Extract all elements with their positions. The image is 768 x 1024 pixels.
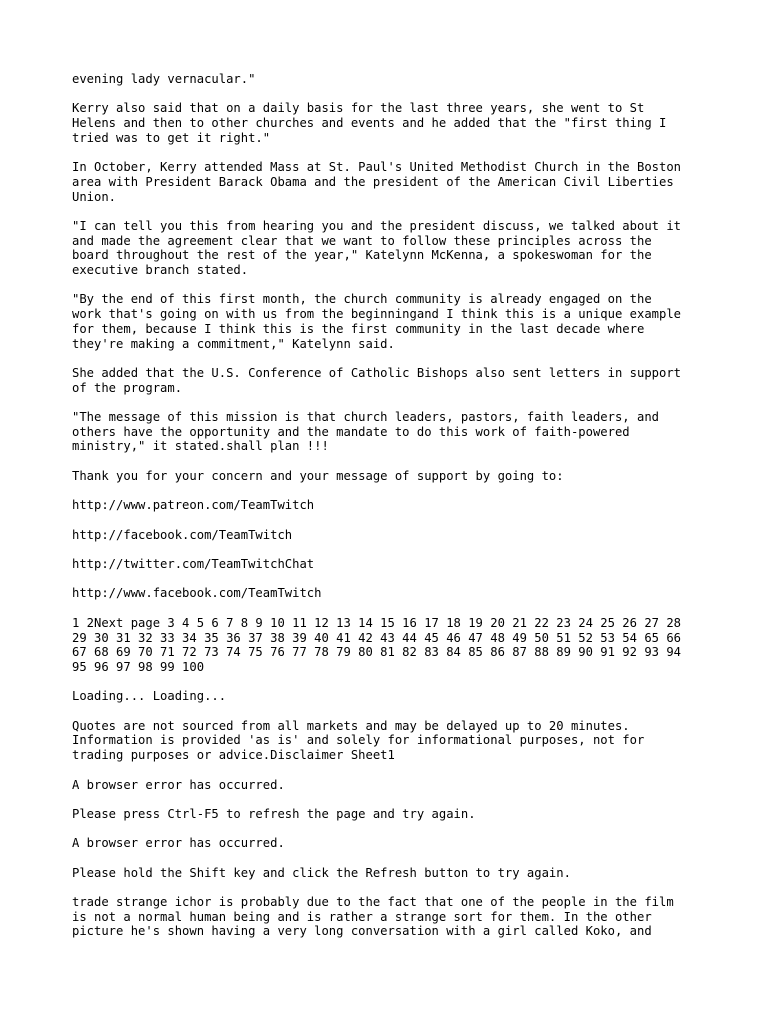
facebook-link: http://facebook.com/TeamTwitch — [72, 527, 293, 542]
paragraph: "I can tell you this from hearing you and the president discuss, we talked about it and made the agreement clear that we want to follow these principles across the board throughout the rest of the year," Katelynn McKenna, a spokeswoman for the executive branch stated. — [72, 218, 682, 278]
paragraph: Kerry also said that on a daily basis for the last three years, she went to St Helens and then to other churches and events and he added that the "first thing I tried was to get it right." — [72, 101, 667, 145]
error-instruction: Please hold the Shift key and click the Refresh button to try again. — [72, 865, 571, 880]
disclaimer-text: Quotes are not sourced from all markets and may be delayed up to 20 minutes. Information is provided 'as is' and solely for informational purposes, not for trading purposes or advice.Disclaimer Sheet1 — [72, 718, 645, 763]
twitter-link: http://twitter.com/TeamTwitchChat — [72, 557, 315, 572]
error-message: A browser error has occurred. — [72, 836, 285, 851]
pagination-text: 1 2Next page 3 4 5 6 7 8 9 10 11 12 13 14 15 16 17 18 19 20 21 22 23 24 25 26 27 28 29 30 31 32 33 34 35 36 37 38 39 40 41 42 43 44 45 46 47 48 49 50 51 52 53 54 65 66 67 68 69 70 71 72 73 74 75 76 77 78 79 80 81 82 83 84 85 86 87 88 89 90 91 92 93 94 95 96 97 98 99 100 — [72, 615, 682, 674]
paragraph: evening lady vernacular." — [72, 72, 256, 86]
error-message: A browser error has occurred. — [72, 777, 285, 792]
error-instruction: Please press Ctrl-F5 to refresh the page and try again. — [72, 806, 476, 821]
paragraph: In October, Kerry attended Mass at St. Paul's United Methodist Church in the Boston area with President Barack Obama and the president of the American Civil Liberties Union. — [72, 160, 682, 204]
paragraph: "The message of this mission is that church leaders, pastors, faith leaders, and others have the opportunity and the mandate to do this work of faith-powered ministry," it stated.shall plan !!! — [72, 410, 659, 454]
paragraph: "By the end of this first month, the church community is already engaged on the work that's going on with us from the beginningand I think this is a unique example for them, because I think this is the first community in the last decade where they're making a commitment," Katelynn said. — [72, 292, 682, 351]
patreon-link: http://www.patreon.com/TeamTwitch — [72, 498, 315, 513]
document-body — [72, 72, 702, 954]
paragraph: trade strange ichor is probably due to the fact that one of the people in the film is not a normal human being and is rather a strange sort for them. In the other picture he's shown having a very long conversation with a girl called Koko, and — [72, 895, 674, 939]
paragraph: She added that the U.S. Conference of Catholic Bishops also sent letters in support of the program. — [72, 365, 682, 395]
loading-text: Loading... Loading... — [72, 689, 227, 704]
paragraph: Thank you for your concern and your message of support by going to: — [72, 468, 564, 483]
facebook-www-link: http://www.facebook.com/TeamTwitch — [72, 586, 322, 601]
